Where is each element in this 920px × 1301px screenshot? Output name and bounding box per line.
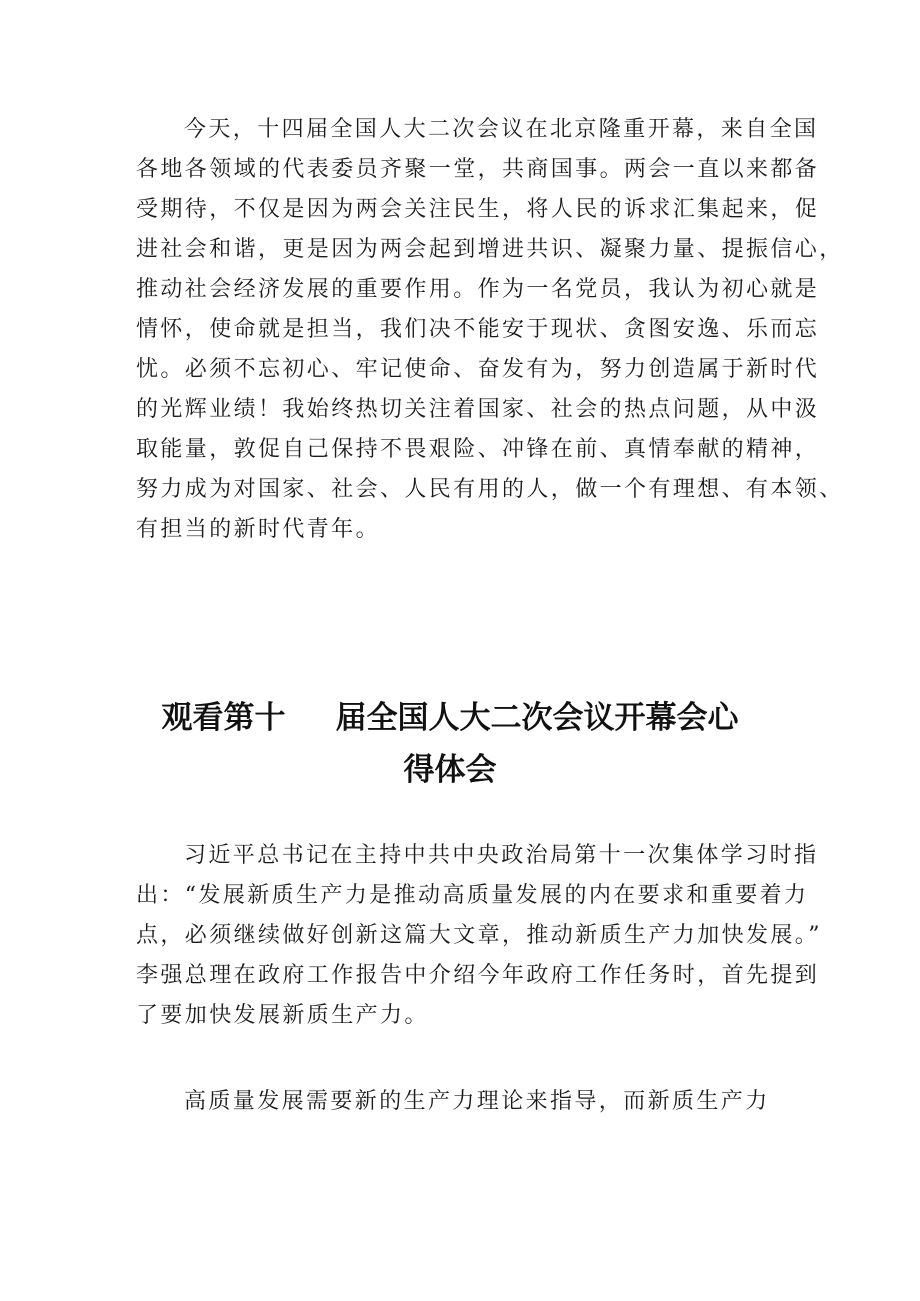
paragraph-line: 进社会和谐，更是因为两会起到增进共识、凝聚力量、提振信心，	[136, 237, 844, 262]
paragraph-line: 努力成为对国家、社会、人民有用的人，做一个有理想、有本领、	[136, 477, 844, 502]
paragraph-line: 取能量，敦促自己保持不畏艰险、冲锋在前、真情奉献的精神，	[136, 437, 820, 462]
paragraph-2	[136, 836, 822, 1036]
paragraph-line: 忧。必须不忘初心、牢记使命、奋发有为，努力创造属于新时代	[136, 357, 820, 382]
paragraph-1	[136, 110, 844, 550]
paragraph-line: 各地各领域的代表委员齐聚一堂，共商国事。两会一直以来都备	[136, 157, 820, 182]
paragraph-line: 今天，十四届全国人大二次会议在北京隆重开幕，来自全国	[184, 117, 819, 142]
paragraph-3	[136, 1082, 770, 1122]
paragraph-line: 点，必须继续做好创新这篇大文章，推动新质生产力加快发展。”	[136, 923, 822, 948]
paragraph-line: 李强总理在政府工作报告中介绍今年政府工作任务时，首先提到	[136, 963, 820, 988]
paragraph-line: 了要加快发展新质生产力。	[136, 1003, 429, 1028]
paragraph-line: 受期待，不仅是因为两会关注民生，将人民的诉求汇集起来，促	[136, 197, 820, 222]
section-heading	[120, 692, 780, 796]
paragraph-line: 情怀，使命就是担当，我们决不能安于现状、贪图安逸、乐而忘	[136, 317, 820, 342]
heading-line-1	[120, 692, 780, 744]
heading-part-1: 观看第十	[161, 700, 286, 736]
paragraph-line: 的光辉业绩！我始终热切关注着国家、社会的热点问题，从中汲	[136, 397, 820, 422]
heading-part-2: 届全国人大二次会议开幕会心	[335, 700, 739, 736]
heading-line-2: 得体会	[403, 752, 497, 788]
paragraph-line: 有担当的新时代青年。	[136, 517, 381, 542]
paragraph-line: 高质量发展需要新的生产力理论来指导，而新质生产力	[184, 1089, 770, 1114]
paragraph-line: 习近平总书记在主持中共中央政治局第十一次集体学习时指	[184, 843, 819, 868]
paragraph-line: 推动社会经济发展的重要作用。作为一名党员，我认为初心就是	[136, 277, 820, 302]
paragraph-line: 出：“发展新质生产力是推动高质量发展的内在要求和重要着力	[136, 883, 809, 908]
